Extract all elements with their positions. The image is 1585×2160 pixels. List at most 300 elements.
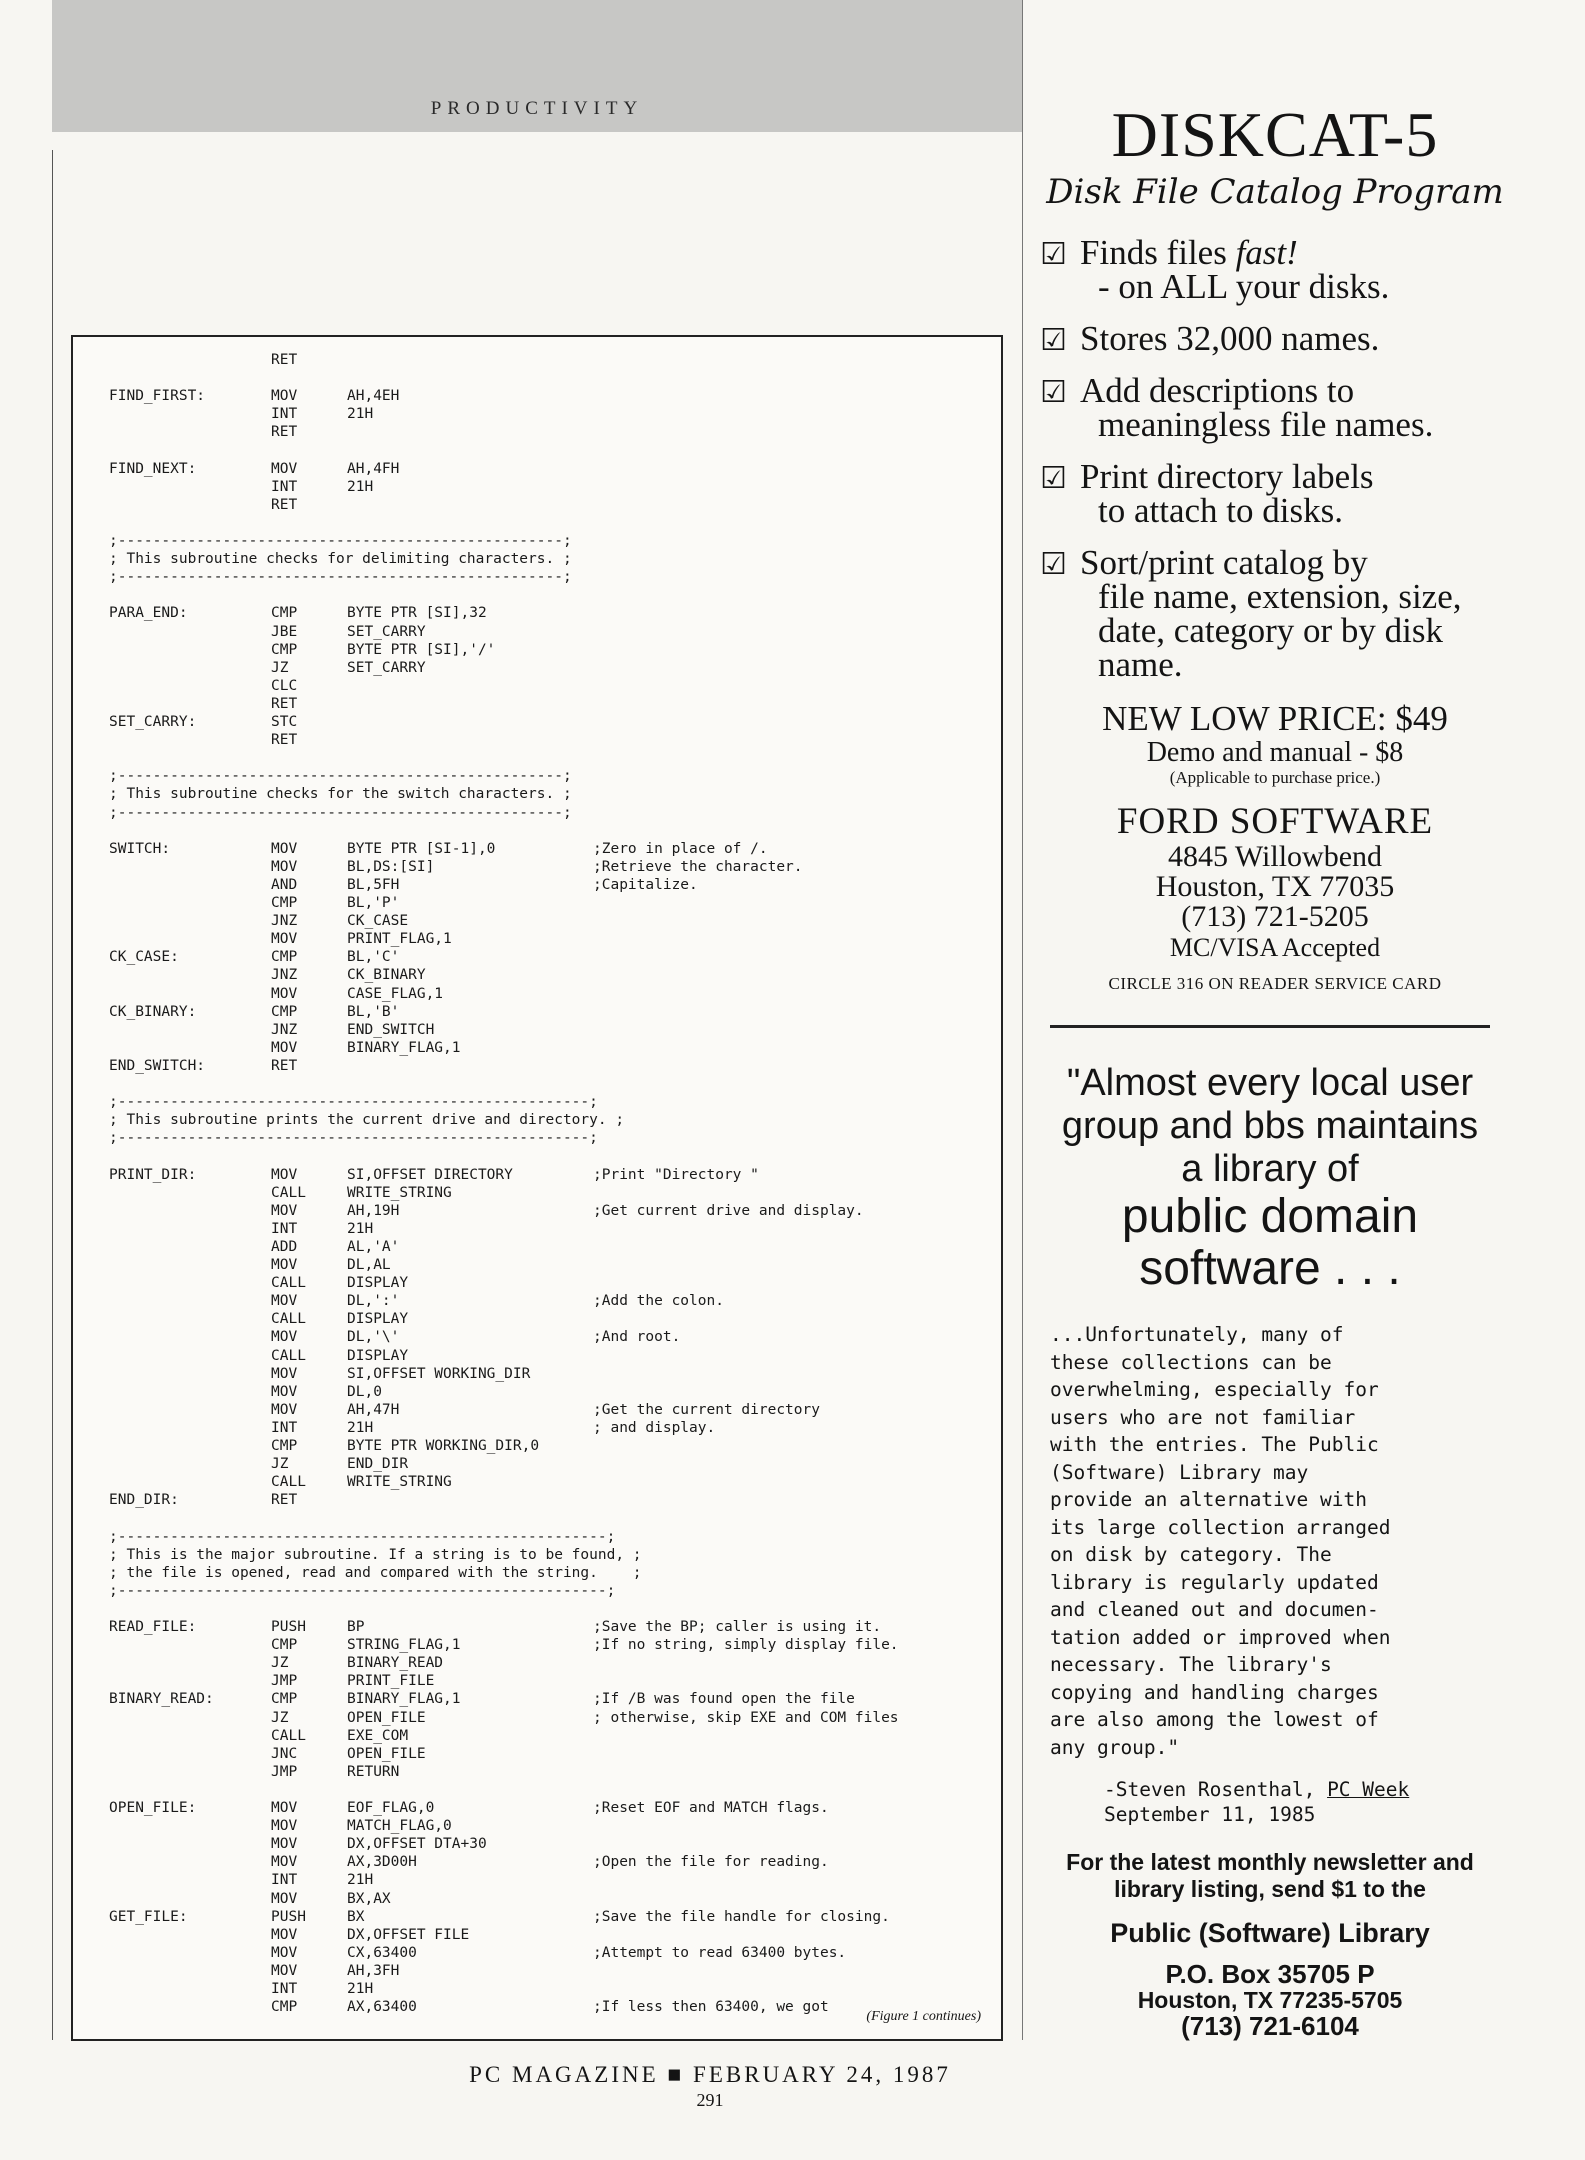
code-operand: BL,'P': [347, 895, 400, 911]
code-line: [73, 604, 1001, 622]
code-operand: EOF_FLAG,0: [347, 1800, 435, 1816]
code-line: [73, 1745, 1001, 1763]
feature-text-continued: meaningless file names.: [1098, 405, 1434, 444]
code-operand: CASE_FLAG,1: [347, 985, 444, 1002]
code-line: [73, 1636, 1001, 1654]
checkbox-icon: ☑: [1040, 323, 1067, 358]
feature-text-continued: file name, extension, size, date, category or by disk name.: [1098, 577, 1462, 684]
checkbox-icon: ☑: [1040, 461, 1067, 496]
code-operand: BINARY_FLAG,1: [347, 1039, 461, 1056]
code-opcode: JZ: [271, 659, 289, 676]
code-line: [73, 1365, 1001, 1383]
code-comment-box-line: [73, 1564, 1001, 1582]
code-opcode: MOV: [271, 1257, 298, 1273]
code-label: CK_CASE:: [109, 949, 179, 966]
code-line: [73, 1057, 1001, 1075]
feature-text-continued: to attach to disks.: [1098, 491, 1343, 530]
code-label: OPEN_FILE:: [109, 1800, 197, 1816]
code-opcode: CMP: [271, 605, 298, 622]
code-line: [73, 1998, 1001, 2016]
comment-box-text: ;---------------------------------------------------;: [109, 804, 572, 821]
code-opcode: MOV: [271, 1401, 298, 1418]
code-line: [73, 1455, 1001, 1473]
feature-text: Add descriptions to: [1080, 371, 1355, 410]
code-operand: 21H: [347, 1220, 374, 1237]
code-opcode: MOV: [271, 1383, 298, 1400]
code-line: [73, 1727, 1001, 1745]
code-label: FIND_NEXT:: [109, 460, 197, 477]
comment-box-text: ; This is the major subroutine. If a string is to be found, ;: [109, 1546, 642, 1563]
code-opcode: MOV: [271, 1166, 298, 1183]
feature-text: Sort/print catalog by: [1080, 543, 1368, 582]
code-operand: AH,4FH: [347, 460, 400, 477]
code-opcode: CALL: [271, 1184, 306, 1201]
code-line: [73, 677, 1001, 695]
code-opcode: CALL: [271, 1275, 306, 1292]
code-operand: PRINT_FILE: [347, 1673, 435, 1690]
code-label: END_SWITCH:: [109, 1057, 206, 1074]
code-line: [73, 369, 1001, 387]
code-comment-box-line: [73, 550, 1001, 568]
code-line: [73, 1419, 1001, 1437]
code-label: CK_BINARY:: [109, 1003, 197, 1020]
code-opcode: JNZ: [271, 1021, 298, 1038]
code-opcode: ADD: [271, 1238, 298, 1255]
code-operand: BYTE PTR [SI],32: [347, 605, 487, 622]
code-label: READ_FILE:: [109, 1619, 197, 1635]
code-operand: 21H: [347, 1981, 374, 1997]
code-opcode: CALL: [271, 1474, 306, 1491]
code-opcode: JBE: [271, 623, 298, 640]
code-comment-box-line: [73, 1093, 1001, 1111]
code-operand: AH,19H: [347, 1202, 400, 1219]
code-opcode: MOV: [271, 1890, 298, 1907]
code-label: SWITCH:: [109, 840, 171, 857]
code-label: PARA_END:: [109, 605, 188, 622]
library-byline: [1050, 1777, 1490, 1827]
byline-publication: PC Week: [1327, 1778, 1410, 1801]
code-opcode: JNZ: [271, 913, 298, 930]
code-line: [73, 1618, 1001, 1636]
code-line: [73, 1890, 1001, 1908]
code-line: [73, 1274, 1001, 1292]
code-operand: CX,63400: [347, 1944, 417, 1961]
code-comment: ;And root.: [593, 1329, 681, 1346]
code-comment-box-line: [73, 804, 1001, 822]
code-line: [73, 1256, 1001, 1274]
code-operand: BYTE PTR [SI-1],0: [347, 840, 496, 857]
code-comment: ;Zero in place of /.: [593, 840, 768, 857]
code-opcode: JNZ: [271, 967, 298, 984]
code-operand: AX,63400: [347, 1999, 417, 2016]
code-comment: ;Reset EOF and MATCH flags.: [593, 1800, 829, 1816]
checkbox-icon: ☑: [1040, 375, 1067, 410]
code-line: [73, 930, 1001, 948]
comment-box-text: ;------------------------------------------------------;: [109, 1094, 598, 1111]
code-line: [73, 1672, 1001, 1690]
code-opcode: INT: [271, 478, 298, 495]
code-opcode: INT: [271, 1872, 298, 1889]
diskcat-feature: [1040, 233, 1510, 306]
comment-box-text: ; This subroutine prints the current drive and directory. ;: [109, 1112, 625, 1129]
code-line: [73, 1238, 1001, 1256]
code-line: [73, 1383, 1001, 1401]
code-opcode: CALL: [271, 1311, 306, 1328]
code-operand: AH,47H: [347, 1401, 400, 1418]
ad-divider: [1050, 1025, 1490, 1028]
code-line: [73, 586, 1001, 604]
code-line: [73, 1220, 1001, 1238]
code-opcode: STC: [271, 714, 298, 730]
code-operand: AH,4EH: [347, 388, 400, 405]
code-line: [73, 1437, 1001, 1455]
library-headline: "Almost every local user group and bbs maintains a library of: [1061, 1062, 1479, 1190]
code-label: PRINT_DIR:: [109, 1166, 197, 1183]
diskcat-feature: [1040, 371, 1510, 444]
code-line: [73, 966, 1001, 984]
library-city: Houston, TX 77235-5705: [1137, 1987, 1403, 2013]
code-opcode: MOV: [271, 1962, 298, 1979]
diskcat-demo-price: Demo and manual - $8: [1146, 737, 1404, 768]
code-line: [73, 695, 1001, 713]
code-line: [73, 1166, 1001, 1184]
code-opcode: INT: [271, 1220, 298, 1237]
code-comment: ;Open the file for reading.: [593, 1854, 829, 1871]
code-comment: ;Attempt to read 63400 bytes.: [593, 1944, 847, 1961]
code-operand: AH,3FH: [347, 1962, 400, 1979]
comment-box-text: ;---------------------------------------------------;: [109, 533, 572, 549]
code-line: [73, 1473, 1001, 1491]
code-comment: ;Get current drive and display.: [593, 1202, 864, 1219]
code-comment: ;Save the BP; caller is using it.: [593, 1619, 882, 1635]
code-comment: ;Get the current directory: [593, 1401, 820, 1418]
code-opcode: MOV: [271, 1926, 298, 1943]
diskcat-reader-service: CIRCLE 316 ON READER SERVICE CARD: [1108, 974, 1442, 993]
code-opcode: RET: [271, 1492, 298, 1509]
diskcat-phone: (713) 721-5205: [1181, 900, 1369, 933]
code-comment-box-line: [73, 568, 1001, 586]
page-number: 291: [696, 2090, 724, 2110]
code-opcode: JZ: [271, 1709, 289, 1726]
code-label: GET_FILE:: [109, 1908, 188, 1925]
code-line: [73, 1908, 1001, 1926]
code-operand: BINARY_READ: [347, 1655, 444, 1672]
code-line: [73, 1781, 1001, 1799]
code-operand: SET_CARRY: [347, 659, 426, 676]
code-line: [73, 894, 1001, 912]
code-opcode: JNC: [271, 1745, 298, 1762]
code-comment-box-line: [73, 1111, 1001, 1129]
code-opcode: CALL: [271, 1347, 306, 1364]
code-operand: BYTE PTR [SI],'/': [347, 641, 496, 658]
code-operand: BL,5FH: [347, 876, 400, 893]
code-line: [73, 1021, 1001, 1039]
library-name: Public (Software) Library: [1110, 1918, 1430, 1948]
code-line: [73, 749, 1001, 767]
code-line: [73, 496, 1001, 514]
comment-box-text: ; This subroutine checks for delimiting characters. ;: [109, 551, 572, 568]
library-headline-big: public domain software . . .: [1121, 1190, 1419, 1295]
code-opcode: JMP: [271, 1673, 298, 1690]
code-operand: 21H: [347, 478, 374, 495]
code-opcode: RET: [271, 496, 298, 513]
code-line: [73, 822, 1001, 840]
code-operand: 21H: [347, 1872, 374, 1889]
code-opcode: MOV: [271, 1944, 298, 1961]
comment-box-text: ; This subroutine checks for the switch characters. ;: [109, 786, 572, 803]
code-operand: EXE_COM: [347, 1727, 409, 1744]
code-opcode: CMP: [271, 1691, 298, 1708]
code-line: [73, 1763, 1001, 1781]
code-comment: ; and display.: [593, 1419, 716, 1436]
code-line: [73, 351, 1001, 369]
code-opcode: CMP: [271, 895, 298, 911]
code-opcode: MOV: [271, 931, 298, 948]
code-line: [73, 1292, 1001, 1310]
code-operand: DX,OFFSET FILE: [347, 1926, 470, 1943]
diskcat-feature: [1040, 319, 1510, 358]
code-operand: SI,OFFSET DIRECTORY: [347, 1166, 513, 1183]
code-opcode: MOV: [271, 1818, 298, 1835]
code-operand: CK_BINARY: [347, 967, 426, 984]
byline-date: September 11, 1985: [1104, 1803, 1316, 1826]
code-operand: WRITE_STRING: [347, 1184, 452, 1201]
code-comment: ;Save the file handle for closing.: [593, 1908, 890, 1925]
diskcat-feature: [1040, 543, 1510, 684]
diskcat-feature: [1040, 457, 1510, 530]
code-operand: DL,0: [347, 1383, 382, 1400]
code-opcode: JZ: [271, 1456, 289, 1473]
code-opcode: JZ: [271, 1655, 289, 1672]
code-opcode: INT: [271, 1419, 298, 1436]
code-line: [73, 731, 1001, 749]
code-opcode: MOV: [271, 1836, 298, 1853]
library-cta: For the latest monthly newsletter and library listing, send $1 to the: [1066, 1849, 1474, 1902]
diskcat-address-street: 4845 Willowbend: [1167, 840, 1383, 873]
code-label: BINARY_READ:: [109, 1691, 214, 1708]
code-line: [73, 387, 1001, 405]
code-line: [73, 514, 1001, 532]
footer-magazine: PC MAGAZINE: [469, 2062, 659, 2087]
code-operand: SET_CARRY: [347, 623, 426, 640]
page-footer: [360, 2062, 1060, 2088]
code-operand: DL,AL: [347, 1257, 391, 1273]
code-opcode: MOV: [271, 1293, 298, 1310]
code-line: [73, 442, 1001, 460]
code-opcode: RET: [271, 732, 298, 749]
code-operand: DL,':': [347, 1293, 400, 1310]
code-opcode: MOV: [271, 1800, 298, 1816]
diskcat-feature-list: [1040, 233, 1510, 684]
code-operand: CK_CASE: [347, 913, 409, 930]
code-line: [73, 460, 1001, 478]
code-opcode: MOV: [271, 460, 298, 477]
code-operand: BX: [347, 1908, 365, 1925]
figure-continues-note: (Figure 1 continues): [866, 2009, 981, 2024]
code-line: [73, 1039, 1001, 1057]
footer-date: FEBRUARY 24, 1987: [693, 2062, 951, 2087]
code-line: [73, 985, 1001, 1003]
comment-box-text: ;---------------------------------------------------;: [109, 569, 572, 586]
code-line: [73, 1835, 1001, 1853]
code-operand: PRINT_FLAG,1: [347, 931, 452, 948]
code-line: [73, 912, 1001, 930]
code-line: [73, 1401, 1001, 1419]
feature-text-continued: - on ALL your disks.: [1098, 267, 1390, 306]
section-label-text: PRODUCTIVITY: [430, 98, 644, 119]
code-opcode: CMP: [271, 1003, 298, 1020]
code-line: [73, 1853, 1001, 1871]
code-line: [73, 1944, 1001, 1962]
byline-author: -Steven Rosenthal,: [1104, 1778, 1328, 1801]
code-line: [73, 623, 1001, 641]
code-comment-box-line: [73, 785, 1001, 803]
checkbox-icon: ☑: [1040, 237, 1067, 272]
code-operand: RETURN: [347, 1763, 400, 1780]
code-line: [73, 1690, 1001, 1708]
library-phone: (713) 721-6104: [1181, 2011, 1359, 2041]
left-column-rule: [52, 150, 53, 2040]
library-po-box: P.O. Box 35705 P: [1165, 1959, 1375, 1989]
section-label: [52, 98, 1022, 120]
code-opcode: CMP: [271, 1637, 298, 1654]
code-operand: DISPLAY: [347, 1275, 409, 1292]
code-line: [73, 1926, 1001, 1944]
diskcat-ad: [1040, 100, 1510, 996]
code-opcode: INT: [271, 406, 298, 423]
code-line: [73, 1347, 1001, 1365]
code-operand: SI,OFFSET WORKING_DIR: [347, 1365, 531, 1382]
code-line: [73, 1147, 1001, 1165]
code-operand: OPEN_FILE: [347, 1709, 426, 1726]
code-operand: STRING_FLAG,1: [347, 1637, 461, 1654]
comment-box-text: ;--------------------------------------------------------;: [109, 1528, 616, 1545]
code-opcode: MOV: [271, 1365, 298, 1382]
code-comment-box-line: [73, 1546, 1001, 1564]
code-operand: BL,'C': [347, 949, 400, 966]
code-opcode: RET: [271, 424, 298, 441]
code-line: [73, 1962, 1001, 1980]
code-operand: END_DIR: [347, 1456, 409, 1473]
code-operand: 21H: [347, 406, 374, 423]
diskcat-company: FORD SOFTWARE: [1116, 801, 1434, 842]
feature-emphasis: fast!: [1235, 233, 1298, 272]
code-comment: ;If no string, simply display file.: [593, 1637, 899, 1654]
code-line: [73, 1491, 1001, 1509]
code-operand: OPEN_FILE: [347, 1745, 426, 1762]
code-label: END_DIR:: [109, 1492, 179, 1509]
code-opcode: MOV: [271, 1854, 298, 1871]
diskcat-price: NEW LOW PRICE: $49: [1102, 699, 1448, 738]
comment-box-text: ;------------------------------------------------------;: [109, 1130, 598, 1147]
code-opcode: MOV: [271, 1039, 298, 1056]
code-operand: BX,AX: [347, 1890, 391, 1907]
code-operand: BP: [347, 1619, 365, 1635]
code-comment-box-line: [73, 767, 1001, 785]
code-opcode: CLC: [271, 677, 298, 694]
code-opcode: MOV: [271, 1329, 298, 1346]
code-line: [73, 641, 1001, 659]
code-listing-box: [71, 335, 1003, 2041]
code-operand: BL,'B': [347, 1003, 400, 1020]
footer-separator: ■: [667, 2062, 685, 2087]
code-comment: ;Retrieve the character.: [593, 858, 803, 875]
code-opcode: MOV: [271, 858, 298, 875]
feature-text: Stores 32,000 names.: [1080, 319, 1380, 358]
code-operand: BYTE PTR WORKING_DIR,0: [347, 1438, 540, 1454]
diskcat-address-city: Houston, TX 77035: [1155, 870, 1395, 903]
code-operand: END_SWITCH: [347, 1021, 435, 1038]
code-line: [73, 1980, 1001, 1998]
code-comment-box-line: [73, 532, 1001, 550]
feature-text: Finds files: [1080, 233, 1236, 272]
code-comment: ; otherwise, skip EXE and COM files: [593, 1709, 899, 1726]
code-opcode: RET: [271, 352, 298, 368]
code-opcode: CMP: [271, 641, 298, 658]
code-line: [73, 1871, 1001, 1889]
diskcat-subtitle: Disk File Catalog Program: [1046, 172, 1504, 212]
code-comment: ;Add the colon.: [593, 1293, 724, 1310]
code-opcode: PUSH: [271, 1619, 306, 1635]
code-line: [73, 1184, 1001, 1202]
code-operand: DL,'\': [347, 1329, 400, 1346]
code-comment: ;Capitalize.: [593, 876, 698, 893]
code-operand: MATCH_FLAG,0: [347, 1818, 452, 1835]
code-operand: AX,3D00H: [347, 1854, 417, 1871]
feature-text: Print directory labels: [1080, 457, 1374, 496]
code-line: [73, 423, 1001, 441]
code-line: [73, 478, 1001, 496]
code-opcode: MOV: [271, 840, 298, 857]
code-operand: 21H: [347, 1419, 374, 1436]
code-opcode: MOV: [271, 985, 298, 1002]
code-operand: DISPLAY: [347, 1347, 409, 1364]
code-line: [73, 1075, 1001, 1093]
diskcat-payment: MC/VISA Accepted: [1169, 933, 1381, 962]
code-opcode: AND: [271, 876, 298, 893]
code-opcode: CMP: [271, 1999, 298, 2016]
diskcat-title: DISKCAT-5: [1111, 99, 1439, 170]
code-line: [73, 858, 1001, 876]
code-opcode: JMP: [271, 1763, 298, 1780]
code-line: [73, 1600, 1001, 1618]
code-operand: AL,'A': [347, 1238, 400, 1255]
code-operand: DISPLAY: [347, 1311, 409, 1328]
column-divider: [1022, 0, 1023, 2040]
code-opcode: CMP: [271, 1438, 298, 1454]
code-opcode: CMP: [271, 949, 298, 966]
library-quote-body: ...Unfortunately, many of these collections can be overwhelming, especially for users who are not familiar with the entries. The Public (Software) Library may provide an alternative with its large collection arranged on disk by category. The library is regularly updated and cleaned out and documen- tation added or improved when necessary. The library's copying and handling charges are also among the lowest of any group.": [1050, 1323, 1391, 1759]
checkbox-icon: ☑: [1040, 547, 1067, 582]
code-opcode: MOV: [271, 388, 298, 405]
code-comment: ;If less then 63400, we got: [593, 1999, 829, 2016]
code-operand: BL,DS:[SI]: [347, 858, 435, 875]
code-opcode: CALL: [271, 1727, 306, 1744]
comment-box-text: ;--------------------------------------------------------;: [109, 1582, 616, 1599]
code-line: [73, 1328, 1001, 1346]
code-opcode: RET: [271, 1057, 298, 1074]
code-comment-box-line: [73, 1129, 1001, 1147]
code-label: SET_CARRY:: [109, 714, 197, 730]
code-line: [73, 1817, 1001, 1835]
code-opcode: PUSH: [271, 1908, 306, 1925]
comment-box-text: ;---------------------------------------------------;: [109, 768, 572, 785]
code-line: [73, 713, 1001, 731]
code-line: [73, 405, 1001, 423]
code-comment: ;Print "Directory ": [593, 1166, 759, 1183]
code-comment-box-line: [73, 1528, 1001, 1546]
code-line: [73, 1654, 1001, 1672]
